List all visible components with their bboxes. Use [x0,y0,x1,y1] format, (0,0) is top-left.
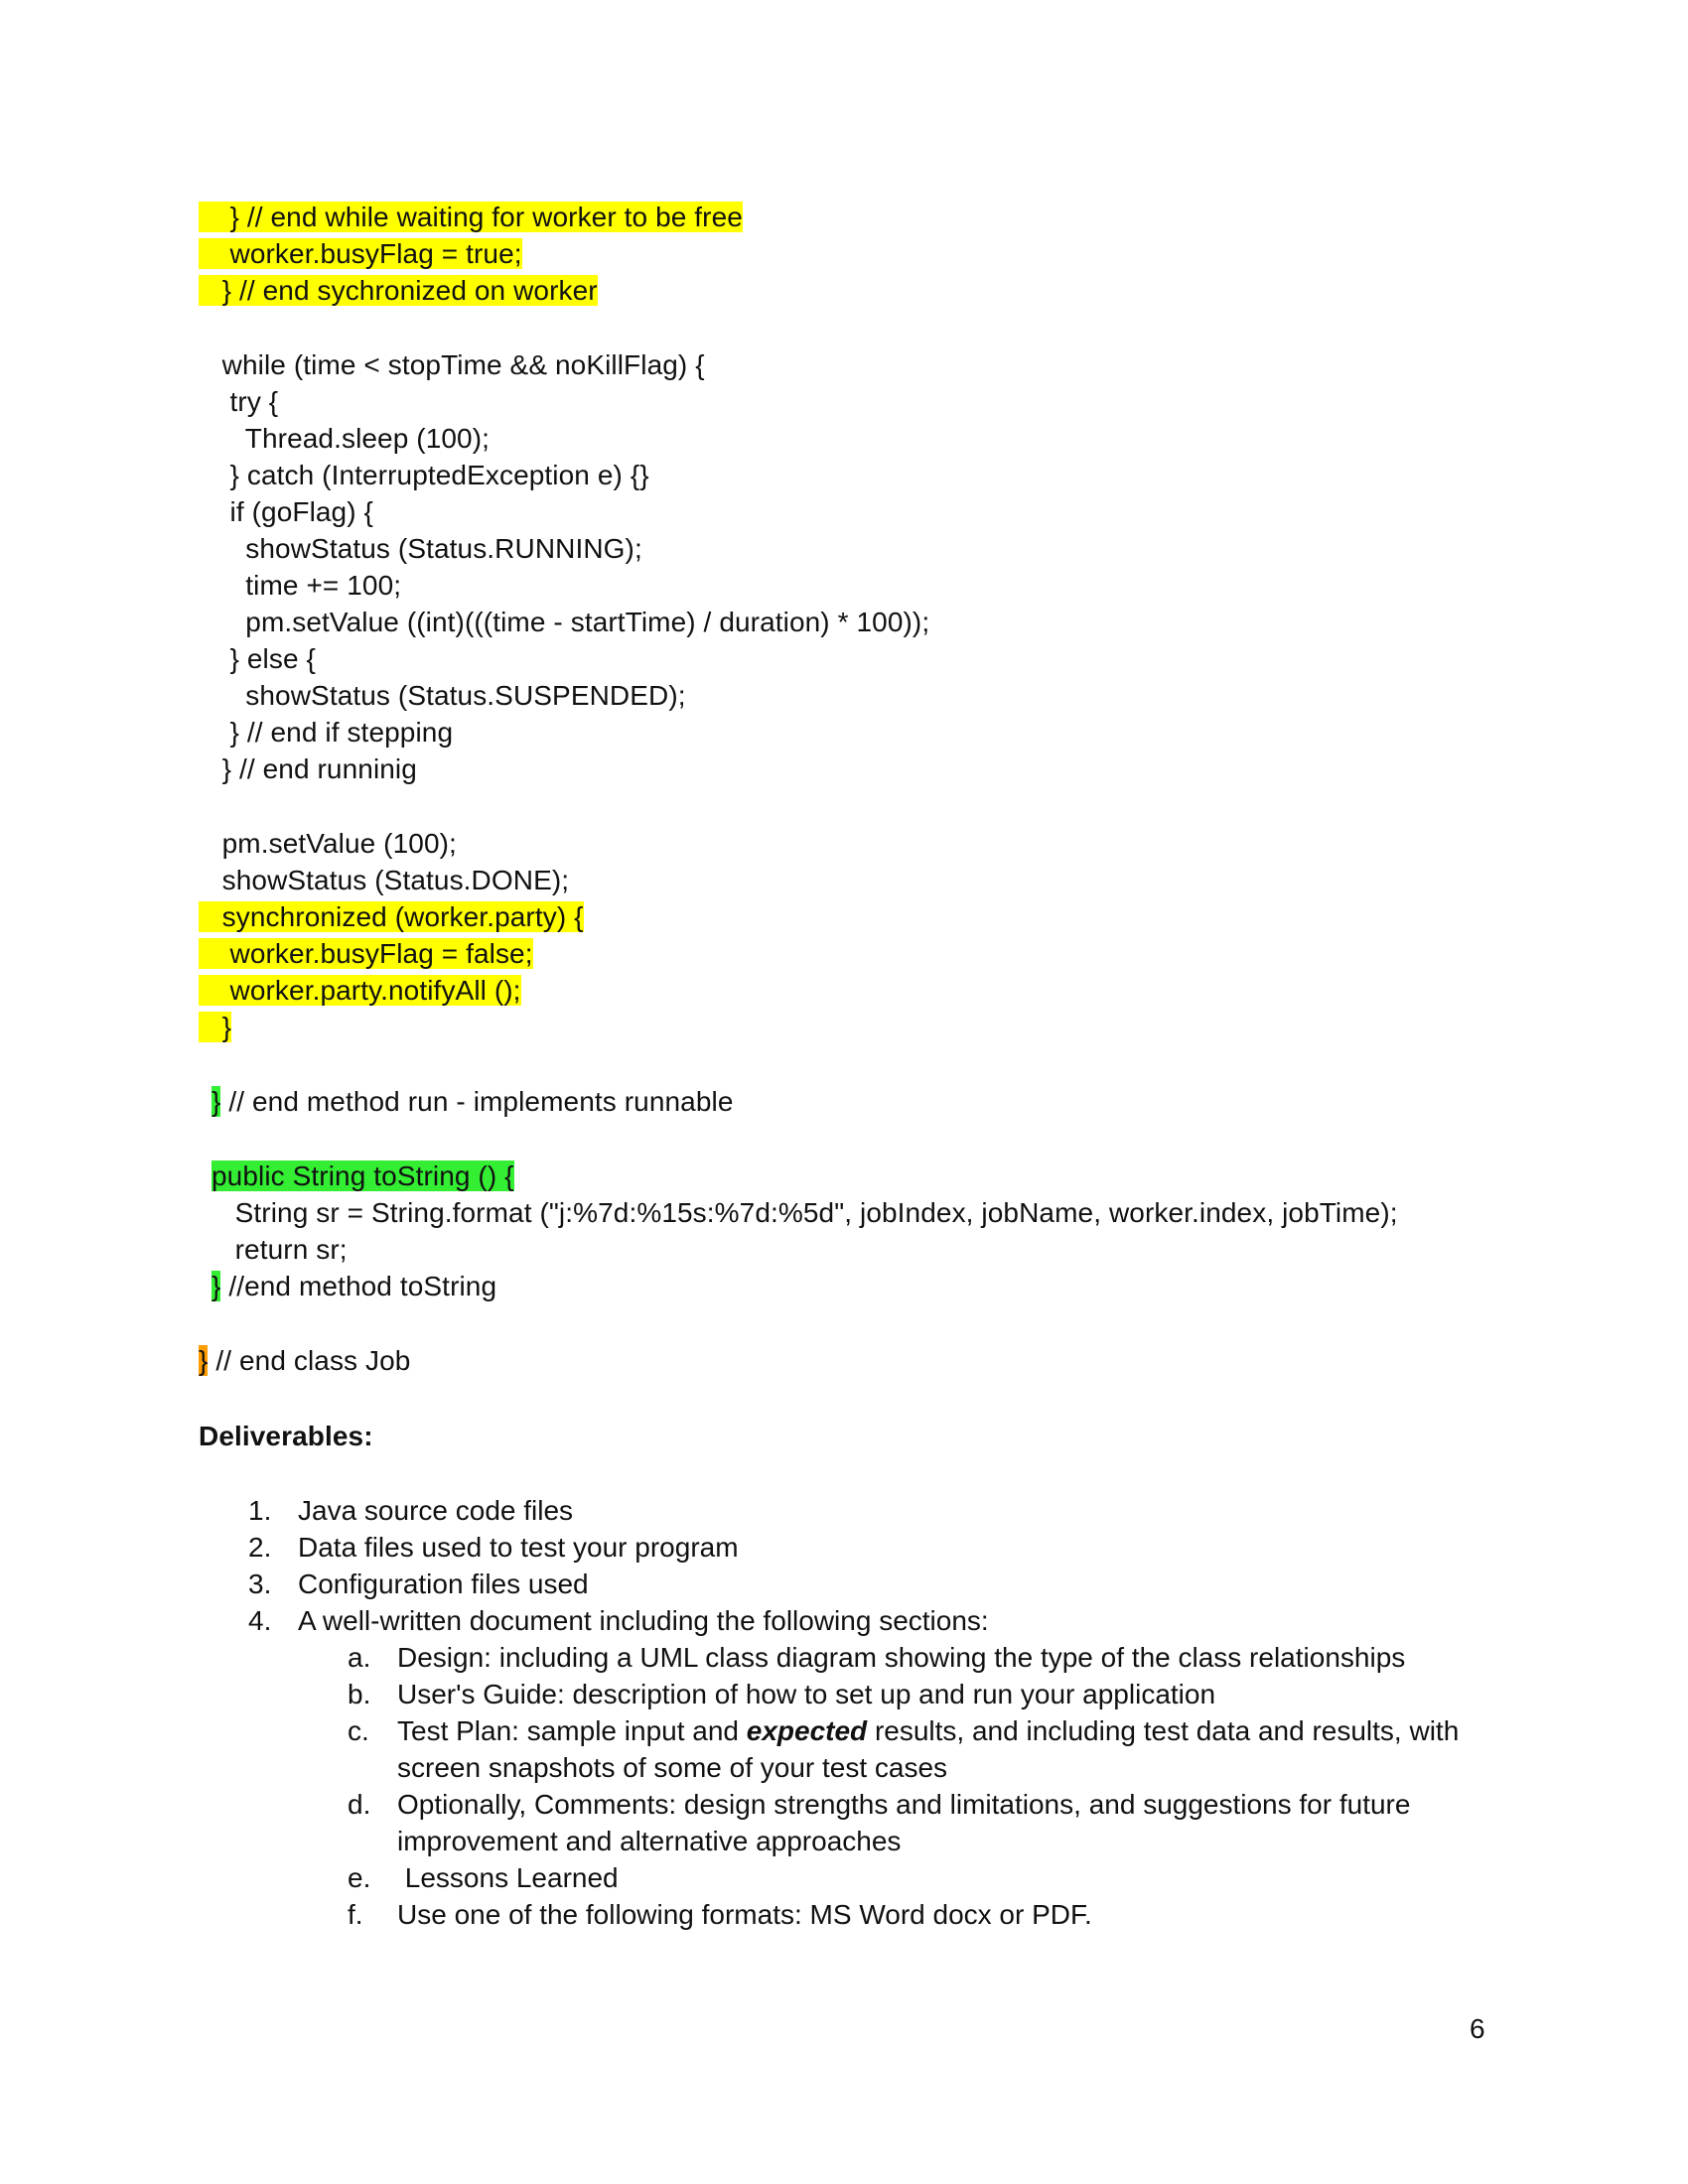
list-number: 1. [248,1495,272,1526]
code-line: Thread.sleep (100); [199,423,491,454]
code-line [199,972,521,1010]
code-line: while (time < stopTime && noKillFlag) { [199,349,705,380]
sublist-text: results, and including test data and results, with [867,1715,1460,1746]
code-highlight-yellow: worker.party.notifyAll (); [199,975,521,1006]
list-number: 2. [248,1532,272,1563]
list-item: Java source code files [298,1495,574,1526]
code-line: return sr; [211,1234,348,1265]
sublist-item: Use one of the following formats: MS Word docx or PDF. [397,1899,1092,1930]
code-line: time += 100; [199,570,402,601]
sublist-item: Lessons Learned [397,1862,619,1893]
code-line [211,1158,514,1195]
code-line: showStatus (Status.SUSPENDED); [199,680,686,711]
code-line: } else { [199,643,316,674]
code-highlight-yellow: } // end while waiting for worker to be free [199,202,743,232]
brace-highlight-orange: } [199,1345,209,1376]
sublist-item-continuation: screen snapshots of some of your test cases [397,1752,948,1783]
code-highlight-yellow: worker.busyFlag = true; [199,238,522,269]
list-item: Data files used to test your program [298,1532,739,1563]
list-number: 4. [248,1605,272,1636]
sublist-letter: e. [348,1862,371,1893]
sublist-letter: b. [348,1679,371,1709]
code-line [199,1009,231,1046]
code-highlight-yellow: } [199,1012,232,1042]
sublist-letter: f. [348,1899,363,1930]
sublist-letter: c. [348,1715,369,1746]
code-line [211,1268,496,1305]
code-line: String sr = String.format ("j:%7d:%15s:%7d:%5d", jobIndex, jobName, worker.index, jobTime); [211,1197,1398,1228]
code-comment: // end method run - implements runnable [220,1086,734,1117]
code-line [199,272,598,310]
deliverables-heading: Deliverables: [199,1421,373,1451]
sublist-letter: a. [348,1642,371,1673]
code-line: pm.setValue ((int)(((time - startTime) / duration) * 100)); [199,607,930,637]
code-line [199,935,533,973]
code-line: } // end runninig [199,753,417,784]
code-line [199,898,584,936]
code-line [199,235,522,273]
code-line: } catch (InterruptedException e) {} [199,460,649,490]
code-line [211,1083,734,1121]
code-line: try { [199,386,279,417]
sublist-letter: d. [348,1789,371,1820]
sublist-item: Optionally, Comments: design strengths and limitations, and suggestions for future [397,1789,1411,1820]
code-highlight-green: public String toString () { [211,1160,514,1191]
code-line: if (goFlag) { [199,496,373,527]
code-comment: //end method toString [220,1271,497,1301]
code-line: showStatus (Status.RUNNING); [199,533,642,564]
brace-highlight-green: } [211,1086,221,1117]
code-line [199,199,743,236]
list-number: 3. [248,1569,272,1599]
code-line: pm.setValue (100); [199,828,457,859]
code-line: } // end if stepping [199,717,454,748]
code-line: showStatus (Status.DONE); [199,865,570,895]
list-item: A well-written document including the following sections: [298,1605,989,1636]
sublist-item: Design: including a UML class diagram showing the type of the class relationships [397,1642,1406,1673]
page-number: 6 [1470,2013,1485,2044]
code-line [199,1342,410,1380]
sublist-item [397,1712,1459,1750]
emphasis-text: expected [746,1715,868,1746]
code-highlight-yellow: worker.busyFlag = false; [199,938,533,969]
sublist-item: User's Guide: description of how to set up and run your application [397,1679,1216,1709]
list-item: Configuration files used [298,1569,589,1599]
sublist-item-continuation: improvement and alternative approaches [397,1826,902,1856]
code-highlight-yellow: synchronized (worker.party) { [199,901,584,932]
brace-highlight-green: } [211,1271,221,1301]
sublist-text: Test Plan: sample input and [397,1715,747,1746]
code-comment: // end class Job [208,1345,411,1376]
code-highlight-yellow: } // end sychronized on worker [199,275,598,306]
